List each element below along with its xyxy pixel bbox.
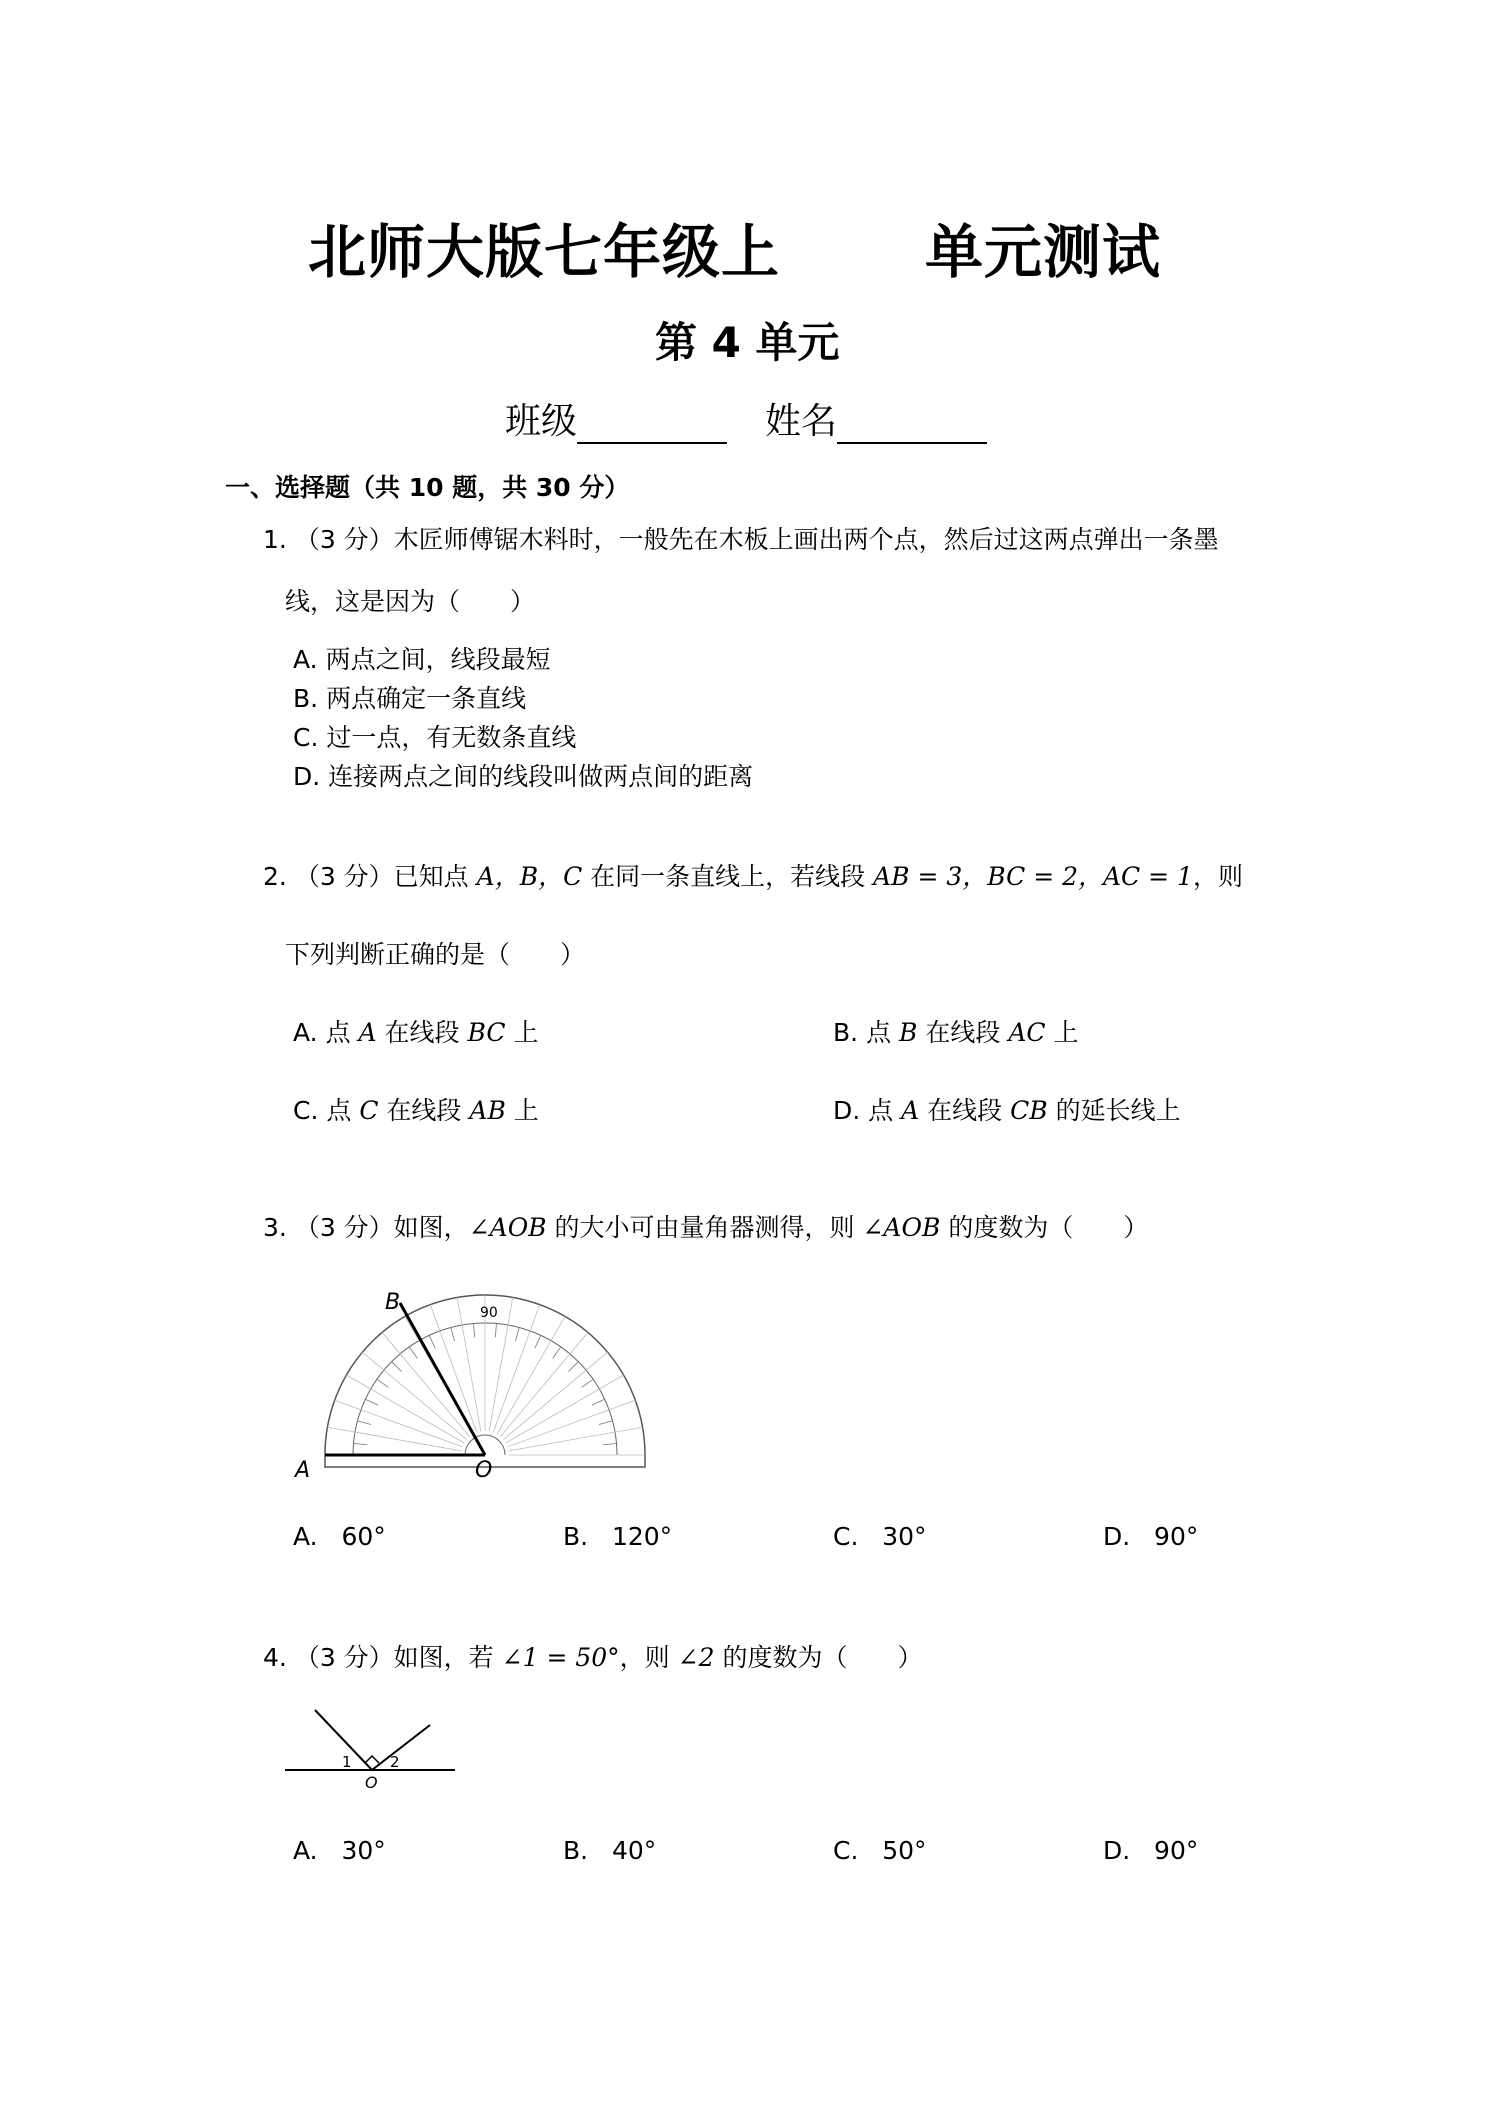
question-score: （3 分） [294,862,394,891]
name-field [765,393,987,444]
option-letter: C. [833,1836,859,1865]
option-point: A [901,1096,920,1125]
q2-option-c[interactable] [293,1091,539,1127]
q3-option-a[interactable] [293,1522,386,1551]
protractor-tick [409,1347,417,1358]
class-field [505,393,727,444]
option-letter: D. [1103,1522,1131,1551]
question-text: ，则 [619,1643,670,1672]
question-1-line1 [263,520,1219,556]
protractor-tick [429,1335,435,1348]
label-b: B [385,1290,401,1315]
question-text: 的大小可由量角器测得，则 [554,1213,855,1242]
option-text: 连接两点之间的线段叫做两点间的距离 [328,762,754,791]
option-text: 上 [513,1018,539,1047]
option-letter: B. [563,1836,589,1865]
option-letter: B. [833,1018,859,1047]
angle-equation: ∠1 = 50° [501,1643,620,1672]
protractor-tick [516,1327,520,1341]
option-text: 90° [1154,1522,1199,1551]
option-letter: B. [293,684,319,713]
question-number: 3. [263,1213,287,1242]
label-a: A [295,1458,311,1483]
question-text: 木匠师傅锯木料时，一般先在木板上画出两个点，然后过这两点弹出一条墨 [393,525,1219,554]
option-letter: C. [833,1522,859,1551]
option-text: 在线段 [386,1096,462,1125]
q4-option-a[interactable] [293,1836,386,1865]
option-letter: B. [563,1522,589,1551]
q1-option-b[interactable] [293,679,526,715]
label-o: O [365,1773,378,1790]
ray-ob [400,1303,485,1455]
option-text: 两点之间，线段最短 [325,645,551,674]
question-text: 在同一条直线上，若线段 [590,862,866,891]
q2-option-b[interactable] [833,1013,1078,1049]
option-segment: CB [1010,1096,1048,1125]
option-point: C [359,1096,379,1125]
q3-option-c[interactable] [833,1522,927,1551]
question-3-line1 [263,1208,1148,1244]
question-4-line1 [263,1638,922,1674]
option-text: 的延长线上 [1055,1096,1181,1125]
option-text: 在线段 [925,1018,1001,1047]
question-text: 已知点 [393,862,469,891]
question-number: 2. [263,862,287,891]
option-text: 点 [866,1018,892,1047]
points-abc: A，B，C [476,862,583,891]
question-text: ，则 [1192,862,1243,891]
protractor-tick [495,1324,496,1338]
option-segment: AB [469,1096,506,1125]
option-text: 两点确定一条直线 [326,684,527,713]
q4-option-d[interactable] [1103,1836,1198,1865]
label-o: O [475,1458,493,1483]
option-letter: A. [293,645,318,674]
protractor-tick [451,1327,455,1341]
angle-figure [280,1700,470,1790]
protractor-tick [473,1324,474,1338]
protractor-tick [354,1443,368,1444]
scale-label-90: 90 [480,1305,498,1321]
protractor-tick [357,1421,371,1425]
option-text: 60° [341,1522,386,1551]
option-text: 点 [326,1096,352,1125]
question-2-line2: 下列判断正确的是（ ） [285,940,586,969]
q1-option-c[interactable] [293,718,576,754]
name-blank[interactable] [837,412,987,444]
protractor-tick [377,1379,388,1387]
question-score: （3 分） [294,1213,394,1242]
q4-option-b[interactable] [563,1836,656,1865]
section-heading: 一、选择题（共 10 题，共 30 分） [225,473,630,502]
question-number: 1. [263,525,287,554]
question-score: （3 分） [294,1643,394,1672]
question-1-line2: 线，这是因为（ ） [285,587,536,616]
question-text: 的度数为（ ） [948,1213,1149,1242]
option-text: 上 [513,1096,539,1125]
question-text: 的度数为（ ） [722,1643,923,1672]
angle-2: ∠2 [677,1643,715,1672]
option-text: 120° [611,1522,673,1551]
protractor-tick [535,1335,541,1348]
protractor-tick [599,1421,613,1425]
angle-aob: ∠AOB [468,1213,547,1242]
q3-option-d[interactable] [1103,1522,1198,1551]
protractor-tick [592,1399,605,1405]
protractor-tick [603,1443,617,1444]
option-letter: A. [293,1836,318,1865]
q3-option-b[interactable] [563,1522,672,1551]
option-letter: C. [293,1096,319,1125]
option-text: 50° [882,1836,927,1865]
label-angle-2: 2 [390,1753,400,1771]
question-score: （3 分） [294,525,394,554]
option-text: 点 [325,1018,351,1047]
ray-right [372,1725,430,1770]
option-segment: BC [467,1018,506,1047]
segment-equation: AB = 3，BC = 2，AC = 1 [873,862,1193,891]
option-text: 在线段 [384,1018,460,1047]
question-text: 如图，若 [393,1643,494,1672]
label-angle-1: 1 [342,1753,352,1771]
protractor-tick [568,1362,578,1372]
page-subtitle: 第 4 单元 [655,318,840,367]
q4-option-c[interactable] [833,1836,927,1865]
option-text: 90° [1154,1836,1199,1865]
option-text: 过一点，有无数条直线 [326,723,577,752]
option-text: 30° [882,1522,927,1551]
option-text: 在线段 [927,1096,1003,1125]
option-letter: C. [293,723,319,752]
option-letter: D. [293,762,321,791]
option-letter: A. [293,1522,318,1551]
q1-option-d[interactable] [293,757,753,793]
option-text: 点 [868,1096,894,1125]
option-text: 30° [341,1836,386,1865]
protractor-tick [553,1347,561,1358]
option-letter: D. [1103,1836,1131,1865]
protractor-tick [582,1379,593,1387]
page-title-left: 北师大版七年级上 [308,218,781,286]
right-angle-mark [365,1756,379,1763]
option-point: A [358,1018,377,1047]
option-text: 40° [611,1836,657,1865]
question-text: 如图， [393,1213,469,1242]
option-segment: AC [1008,1018,1046,1047]
q1-option-a[interactable] [293,640,551,676]
protractor-tick [365,1399,378,1405]
option-letter: D. [833,1096,861,1125]
question-2-line1 [263,857,1243,893]
q2-option-a[interactable] [293,1013,538,1049]
page-title-right: 单元测试 [925,218,1162,286]
option-point: B [899,1018,918,1047]
question-number: 4. [263,1643,287,1672]
q2-option-d[interactable] [833,1091,1181,1127]
protractor-tick [392,1362,402,1372]
class-label: 班级 [505,401,578,442]
option-text: 上 [1053,1018,1079,1047]
option-letter: A. [293,1018,318,1047]
class-blank[interactable] [577,412,727,444]
protractor-figure [285,1265,665,1485]
angle-aob: ∠AOB [862,1213,941,1242]
name-label: 姓名 [765,401,838,442]
